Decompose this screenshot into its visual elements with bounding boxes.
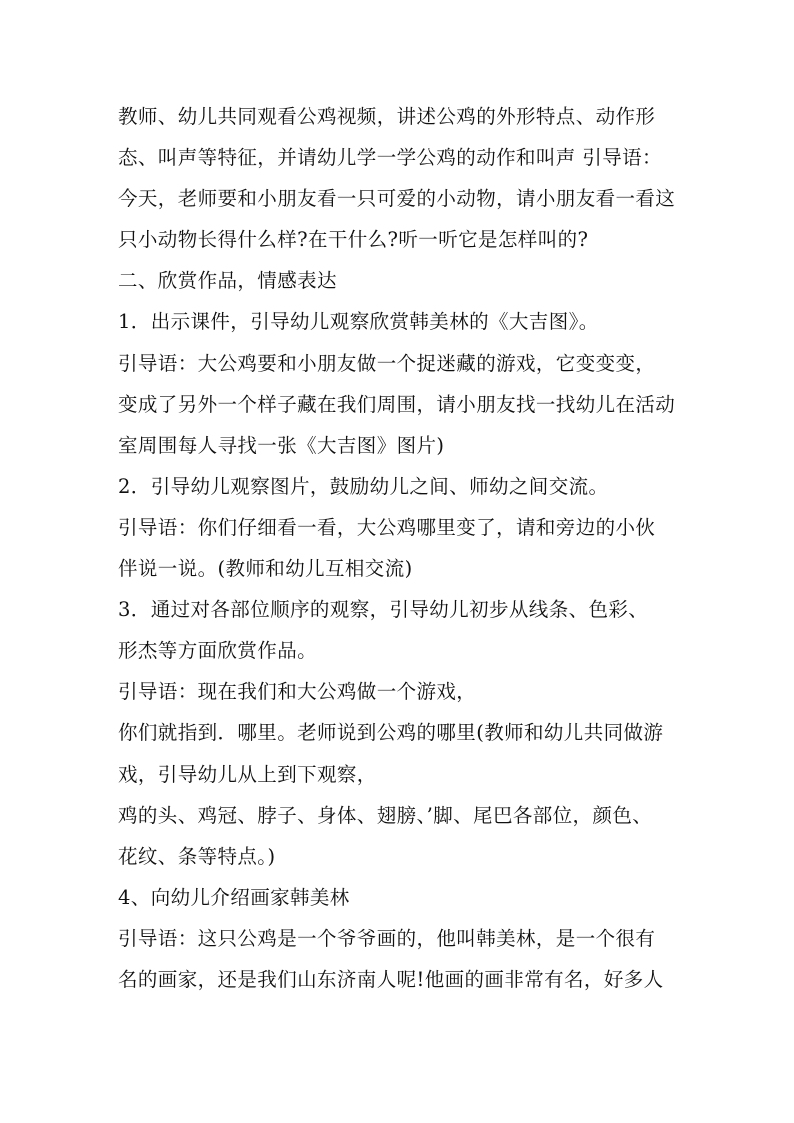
text-line: 鸡的头、鸡冠、脖子、身体、翅膀、’脚、尾巴各部位，颜色、 — [118, 803, 653, 827]
text-line: 教师、幼儿共同观看公鸡视频，讲述公鸡的外形特点、动作形 — [118, 105, 656, 128]
text-line: 态、叫声等特征，并请幼儿学一学公鸡的动作和叫声 引导语： — [118, 146, 662, 170]
list-item: 4、向幼儿介绍画家韩美林 — [118, 885, 350, 909]
text-line: 只小动物长得什么样?在干什么?听一听它是怎样叫的? — [118, 228, 589, 252]
list-item: 3．通过对各部位顺序的观察，引导幼儿初步从线条、色彩、 — [118, 598, 649, 622]
text-line: 伴说一说。(教师和幼儿互相交流) — [118, 557, 413, 581]
list-item: 2．引导幼儿观察图片，鼓励幼儿之间、师幼之间交流。 — [118, 474, 609, 498]
text-line: 戏，引导幼儿从上到下观察， — [118, 762, 377, 786]
text-line: 花纹、条等特点。) — [118, 844, 276, 868]
text-line: 名的画家，还是我们山东济南人呢!他画的画非常有名，好多人 — [118, 967, 664, 991]
text-line: 你们就指到．哪里。老师说到公鸡的哪里(教师和幼儿共同做游 — [118, 721, 664, 745]
text-line: 引导语：这只公鸡是一个爷爷画的，他叫韩美林，是一个很有 — [118, 926, 656, 950]
text-line: 形杰等方面欣赏作品。 — [118, 639, 318, 663]
text-line: 引导语：大公鸡要和小朋友做一个捉迷藏的游戏，它变变变， — [118, 351, 656, 375]
text-line: 变成了另外一个样子藏在我们周围，请小朋友找一找幼儿在活动 — [118, 392, 676, 416]
text-line: 室周围每人寻找一张《大吉图》图片) — [118, 433, 445, 457]
list-item: 1．出示课件，引导幼儿观察欣赏韩美林的《大吉图》。 — [118, 310, 599, 334]
text-line: 引导语：你们仔细看一看，大公鸡哪里变了，请和旁边的小伙 — [118, 515, 656, 539]
section-heading: 二、欣赏作品，情感表达 — [118, 269, 337, 293]
text-line: 今天，老师要和小朋友看一只可爱的小动物，请小朋友看一看这 — [118, 187, 676, 211]
document-body — [118, 96, 678, 1000]
text-line: 引导语：现在我们和大公鸡做一个游戏， — [118, 680, 477, 704]
